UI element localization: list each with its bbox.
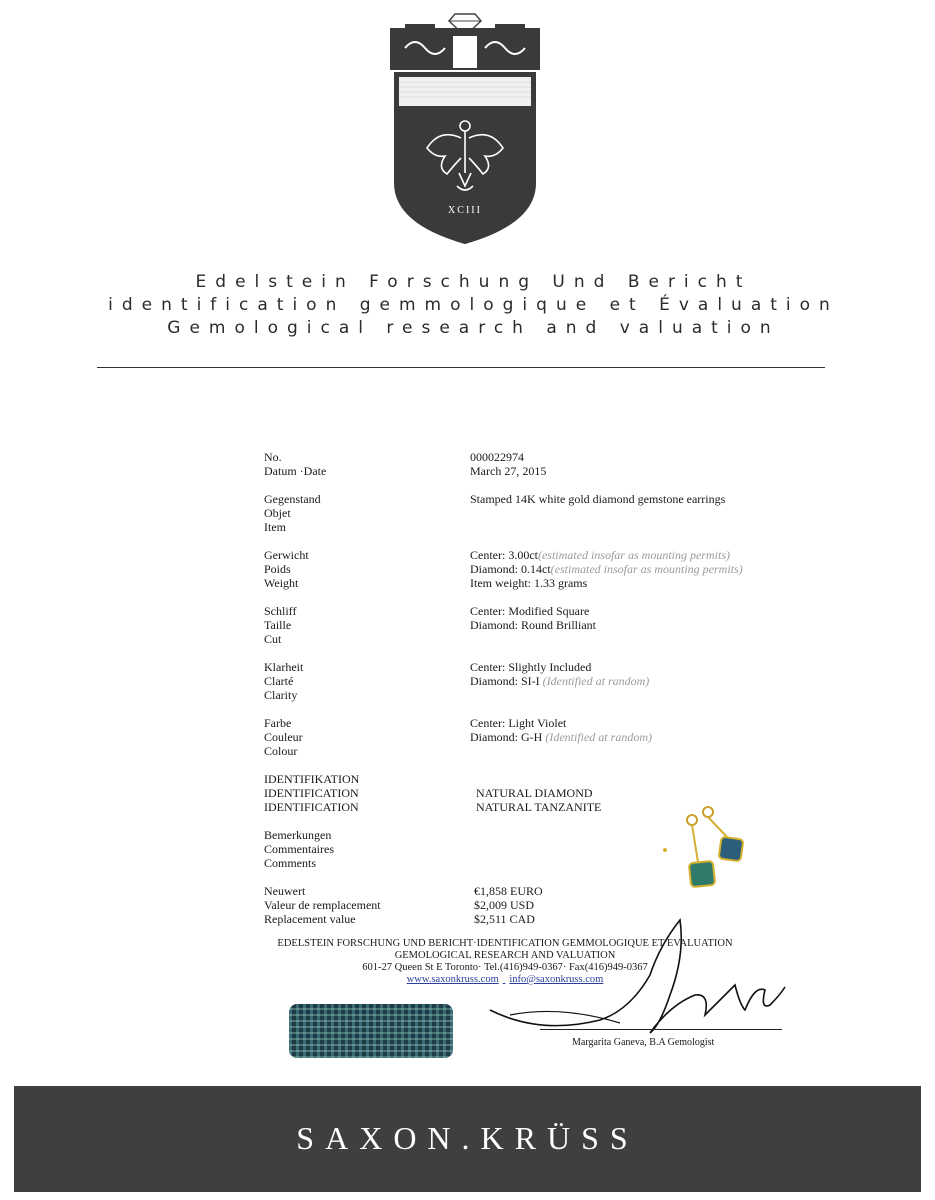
crest-numeral: XCIII: [448, 205, 482, 216]
field-label: Poids: [264, 562, 291, 576]
crest-logo: [385, 8, 545, 248]
field-label: Klarheit: [264, 660, 304, 674]
heading-divider: [97, 367, 825, 368]
website-link[interactable]: www.saxonkruss.com: [406, 974, 499, 985]
field-label: Colour: [264, 744, 298, 758]
clarity-center: Center: Slightly Included: [470, 660, 592, 674]
footer-line1: EDELSTEIN FORSCHUNG UND BERICHT·IDENTIFICATION GEMMOLOGIQUE ET EVALUATION: [277, 938, 733, 949]
field-label: Clarity: [264, 688, 298, 702]
field-label: Taille: [264, 618, 292, 632]
weight-diamond-note: (estimated insofar as mounting permits): [550, 562, 743, 576]
field-label: Comments: [264, 856, 317, 870]
clarity-diamond-note: (Identified at random): [542, 674, 650, 688]
email-link[interactable]: info@saxonkruss.com: [509, 974, 604, 985]
signature-line: [540, 1029, 782, 1030]
field-label: Bemerkungen: [264, 828, 332, 842]
field-label: Farbe: [264, 716, 292, 730]
field-label: Neuwert: [264, 884, 306, 898]
brand-name: SAXON.KRÜSS: [296, 1120, 639, 1156]
value-cad: $2,511 CAD: [474, 912, 535, 926]
weight-center-note: (estimated insofar as mounting permits): [537, 548, 730, 562]
signature: [480, 915, 790, 1045]
field-label: Gegenstand: [264, 492, 321, 506]
field-label: Replacement value: [264, 912, 356, 926]
field-label: Couleur: [264, 730, 303, 744]
value-euro: €1,858 EURO: [474, 884, 543, 898]
gemologist-name: Margarita Ganeva, B.A Gemologist: [572, 1037, 715, 1048]
footer-line2: GEMOLOGICAL RESEARCH AND VALUATION: [394, 950, 616, 961]
field-label: No.: [264, 450, 282, 464]
weight-item: Item weight: 1.33 grams: [470, 576, 588, 590]
field-label: Commentaires: [264, 842, 334, 856]
footer-address: 601-27 Queen St E Toronto· Tel.(416)949-0367· Fax(416)949-0367: [362, 962, 648, 973]
field-label: IDENTIFICATION: [264, 786, 359, 800]
heading-german: Edelstein Forschung Und Bericht: [195, 272, 752, 292]
field-label: Cut: [264, 632, 282, 646]
colour-diamond: Diamond: G-H: [470, 730, 543, 744]
field-label: Schliff: [264, 604, 297, 618]
weight-diamond: Diamond: 0.14ct: [470, 562, 551, 576]
field-label: Objet: [264, 506, 291, 520]
identification-value: NATURAL DIAMOND: [476, 786, 593, 800]
field-label: IDENTIFICATION: [264, 800, 359, 814]
field-label: Item: [264, 520, 286, 534]
value-usd: $2,009 USD: [474, 898, 535, 912]
hologram-seal: [289, 1004, 453, 1058]
field-label: Weight: [264, 576, 299, 590]
field-label: IDENTIFIKATION: [264, 772, 360, 786]
brand-band: [14, 1086, 921, 1192]
field-value: Stamped 14K white gold diamond gemstone earrings: [470, 492, 726, 506]
heading-english: Gemological research and valuation: [167, 318, 780, 338]
earrings-photo: [650, 800, 760, 910]
identification-value: NATURAL TANZANITE: [476, 800, 602, 814]
cut-diamond: Diamond: Round Brilliant: [470, 618, 596, 632]
weight-center: Center: 3.00ct: [470, 548, 538, 562]
cut-center: Center: Modified Square: [470, 604, 590, 618]
field-label: Datum ·Date: [264, 464, 327, 478]
clarity-diamond: Diamond: SI-I: [470, 674, 540, 688]
colour-diamond-note: (Identified at random): [545, 730, 652, 744]
field-value: 000022974: [470, 450, 524, 464]
field-label: Valeur de remplacement: [264, 898, 381, 912]
heading-french: identification gemmologique et Évaluation: [108, 295, 839, 315]
field-label: Clarté: [264, 674, 294, 688]
colour-center: Center: Light Violet: [470, 716, 567, 730]
field-label: Gerwicht: [264, 548, 309, 562]
field-value: March 27, 2015: [470, 464, 547, 478]
